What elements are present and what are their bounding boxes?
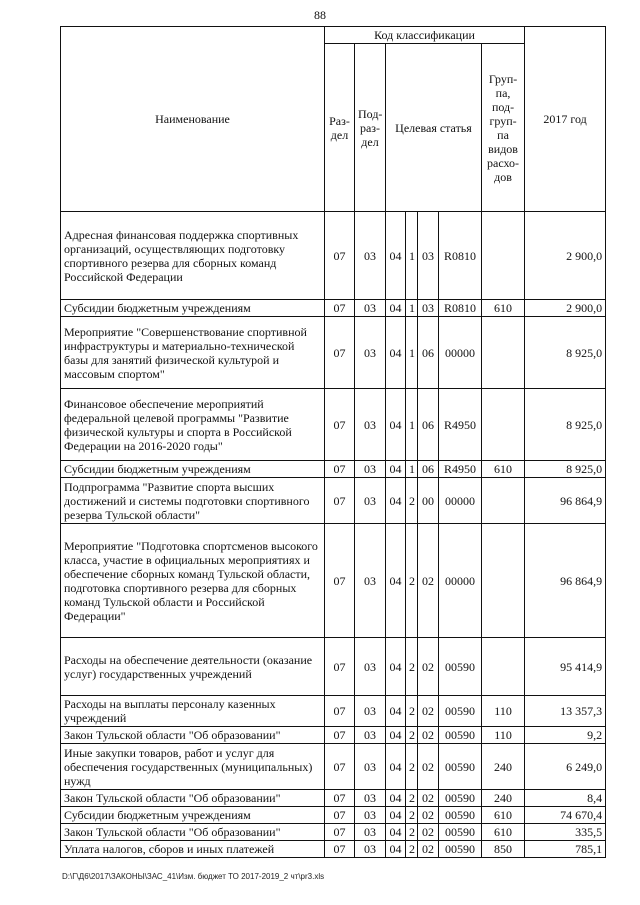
row-target-3: 02	[418, 807, 439, 824]
row-name: Расходы на обеспечение деятельности (оказание услуг) государственных учреждений	[61, 638, 325, 696]
table-row	[61, 478, 606, 524]
row-group	[482, 389, 525, 461]
row-target-3: 02	[418, 790, 439, 807]
row-podrazdel: 03	[355, 744, 386, 790]
row-amount: 6 249,0	[525, 744, 606, 790]
row-razdel: 07	[325, 841, 355, 858]
row-podrazdel: 03	[355, 317, 386, 389]
row-target-4: 00000	[439, 478, 482, 524]
row-target-3: 02	[418, 524, 439, 638]
row-target-4: 00590	[439, 744, 482, 790]
row-target-2: 2	[406, 638, 418, 696]
row-amount: 2 900,0	[525, 300, 606, 317]
row-podrazdel: 03	[355, 696, 386, 727]
row-name: Адресная финансовая поддержка спортивных организаций, осуществляющих подготовку спортивного резерва для сборных команд Российской Федерации	[61, 212, 325, 300]
row-target-3: 02	[418, 744, 439, 790]
file-path-footer: D:\Г\Д6\2017\ЗАКОНЫ\ЗАС_41\Изм. бюджет ТО 2017-2019_2 чт\pr3.xls	[62, 872, 325, 881]
row-target-3: 06	[418, 389, 439, 461]
row-amount: 13 357,3	[525, 696, 606, 727]
row-target-4: 00590	[439, 824, 482, 841]
row-amount: 8 925,0	[525, 317, 606, 389]
row-name: Подпрограмма "Развитие спорта высших достижений и системы подготовки спортивного резерва Тульской области"	[61, 478, 325, 524]
row-name: Уплата налогов, сборов и иных платежей	[61, 841, 325, 858]
row-target-2: 2	[406, 790, 418, 807]
row-razdel: 07	[325, 389, 355, 461]
row-podrazdel: 03	[355, 524, 386, 638]
row-name: Субсидии бюджетным учреждениям	[61, 807, 325, 824]
row-target-1: 04	[386, 696, 406, 727]
row-amount: 2 900,0	[525, 212, 606, 300]
row-target-2: 2	[406, 744, 418, 790]
row-target-2: 1	[406, 461, 418, 478]
row-group	[482, 212, 525, 300]
row-target-1: 04	[386, 807, 406, 824]
row-target-1: 04	[386, 524, 406, 638]
row-target-3: 02	[418, 696, 439, 727]
header-year: 2017 год	[525, 27, 606, 212]
row-target-2: 1	[406, 300, 418, 317]
row-name: Мероприятие "Совершенствование спортивной инфраструктуры и материально-технической базы для занятий физической культурой и массовым спортом"	[61, 317, 325, 389]
row-target-2: 2	[406, 524, 418, 638]
row-razdel: 07	[325, 790, 355, 807]
row-target-2: 1	[406, 389, 418, 461]
row-amount: 9,2	[525, 727, 606, 744]
row-amount: 96 864,9	[525, 478, 606, 524]
row-podrazdel: 03	[355, 727, 386, 744]
row-target-3: 02	[418, 638, 439, 696]
row-target-4: 00590	[439, 638, 482, 696]
row-target-2: 1	[406, 317, 418, 389]
table-row	[61, 841, 606, 858]
row-podrazdel: 03	[355, 478, 386, 524]
row-target-4: 00590	[439, 696, 482, 727]
row-target-2: 2	[406, 696, 418, 727]
row-amount: 335,5	[525, 824, 606, 841]
header-razdel: Раз- дел	[325, 44, 355, 212]
table-row	[61, 524, 606, 638]
table-row	[61, 790, 606, 807]
row-group: 240	[482, 790, 525, 807]
row-razdel: 07	[325, 300, 355, 317]
table-row	[61, 807, 606, 824]
row-target-1: 04	[386, 727, 406, 744]
row-razdel: 07	[325, 461, 355, 478]
row-name: Финансовое обеспечение мероприятий федеральной целевой программы "Развитие физической культуры и спорта в Российской Федерации на 2016-2020 годы"	[61, 389, 325, 461]
row-group	[482, 524, 525, 638]
row-amount: 95 414,9	[525, 638, 606, 696]
row-target-4: 00000	[439, 317, 482, 389]
row-target-4: R0810	[439, 212, 482, 300]
row-podrazdel: 03	[355, 790, 386, 807]
row-target-1: 04	[386, 790, 406, 807]
row-target-4: 00590	[439, 807, 482, 824]
row-target-4: R4950	[439, 389, 482, 461]
row-target-4: 00590	[439, 841, 482, 858]
table-row	[61, 300, 606, 317]
row-podrazdel: 03	[355, 638, 386, 696]
row-target-3: 03	[418, 212, 439, 300]
row-razdel: 07	[325, 824, 355, 841]
table-row	[61, 638, 606, 696]
row-target-1: 04	[386, 744, 406, 790]
table-row	[61, 696, 606, 727]
row-target-4: 00590	[439, 727, 482, 744]
row-target-3: 06	[418, 317, 439, 389]
row-razdel: 07	[325, 744, 355, 790]
row-razdel: 07	[325, 524, 355, 638]
row-target-1: 04	[386, 841, 406, 858]
row-podrazdel: 03	[355, 807, 386, 824]
header-podrazdel: Под- раз- дел	[355, 44, 386, 212]
row-amount: 96 864,9	[525, 524, 606, 638]
row-target-4: 00000	[439, 524, 482, 638]
table-row	[61, 212, 606, 300]
row-group	[482, 478, 525, 524]
header-name: Наименование	[61, 27, 325, 212]
row-amount: 8 925,0	[525, 461, 606, 478]
table-row	[61, 389, 606, 461]
row-target-2: 2	[406, 824, 418, 841]
row-group: 110	[482, 696, 525, 727]
row-target-1: 04	[386, 389, 406, 461]
row-target-4: R0810	[439, 300, 482, 317]
table-row	[61, 727, 606, 744]
row-name: Закон Тульской области "Об образовании"	[61, 790, 325, 807]
row-target-3: 03	[418, 300, 439, 317]
row-razdel: 07	[325, 727, 355, 744]
header-code-group: Код классификации	[325, 27, 525, 44]
row-target-3: 00	[418, 478, 439, 524]
table-row	[61, 744, 606, 790]
row-target-4: R4950	[439, 461, 482, 478]
row-target-2: 2	[406, 841, 418, 858]
table-row	[61, 317, 606, 389]
row-target-1: 04	[386, 317, 406, 389]
row-razdel: 07	[325, 478, 355, 524]
row-razdel: 07	[325, 638, 355, 696]
row-target-4: 00590	[439, 790, 482, 807]
row-podrazdel: 03	[355, 461, 386, 478]
header-target: Целевая статья	[386, 44, 482, 212]
row-target-3: 06	[418, 461, 439, 478]
row-group: 610	[482, 300, 525, 317]
row-razdel: 07	[325, 317, 355, 389]
row-name: Закон Тульской области "Об образовании"	[61, 727, 325, 744]
row-group: 610	[482, 824, 525, 841]
page-number: 88	[314, 8, 326, 22]
row-amount: 8 925,0	[525, 389, 606, 461]
row-amount: 785,1	[525, 841, 606, 858]
row-group: 240	[482, 744, 525, 790]
table-body	[61, 212, 606, 858]
row-target-2: 1	[406, 212, 418, 300]
row-group	[482, 317, 525, 389]
row-podrazdel: 03	[355, 824, 386, 841]
row-podrazdel: 03	[355, 212, 386, 300]
row-podrazdel: 03	[355, 389, 386, 461]
header-group: Груп- па, под- груп- па видов расхо- дов	[482, 44, 525, 212]
row-target-1: 04	[386, 824, 406, 841]
row-name: Иные закупки товаров, работ и услуг для обеспечения государственных (муниципальных) нужд	[61, 744, 325, 790]
row-podrazdel: 03	[355, 841, 386, 858]
row-target-1: 04	[386, 478, 406, 524]
row-group: 850	[482, 841, 525, 858]
row-target-1: 04	[386, 212, 406, 300]
row-target-2: 2	[406, 807, 418, 824]
row-target-2: 2	[406, 478, 418, 524]
row-target-1: 04	[386, 461, 406, 478]
budget-table	[60, 26, 606, 858]
table-row	[61, 461, 606, 478]
row-target-2: 2	[406, 727, 418, 744]
row-target-3: 02	[418, 841, 439, 858]
row-target-1: 04	[386, 300, 406, 317]
row-podrazdel: 03	[355, 300, 386, 317]
row-name: Закон Тульской области "Об образовании"	[61, 824, 325, 841]
row-name: Субсидии бюджетным учреждениям	[61, 300, 325, 317]
row-razdel: 07	[325, 696, 355, 727]
row-target-3: 02	[418, 824, 439, 841]
row-razdel: 07	[325, 807, 355, 824]
row-group: 610	[482, 461, 525, 478]
row-group	[482, 638, 525, 696]
row-group: 110	[482, 727, 525, 744]
row-name: Субсидии бюджетным учреждениям	[61, 461, 325, 478]
row-razdel: 07	[325, 212, 355, 300]
row-target-1: 04	[386, 638, 406, 696]
row-group: 610	[482, 807, 525, 824]
row-amount: 74 670,4	[525, 807, 606, 824]
table-row	[61, 824, 606, 841]
row-target-3: 02	[418, 727, 439, 744]
row-name: Расходы на выплаты персоналу казенных учреждений	[61, 696, 325, 727]
row-name: Мероприятие "Подготовка спортсменов высокого класса, участие в официальных мероприятиях и обеспечение сборных команд Тульской области, подготовка спортивного резерва для сборных команд Тульской области и Российской Федерации"	[61, 524, 325, 638]
row-amount: 8,4	[525, 790, 606, 807]
